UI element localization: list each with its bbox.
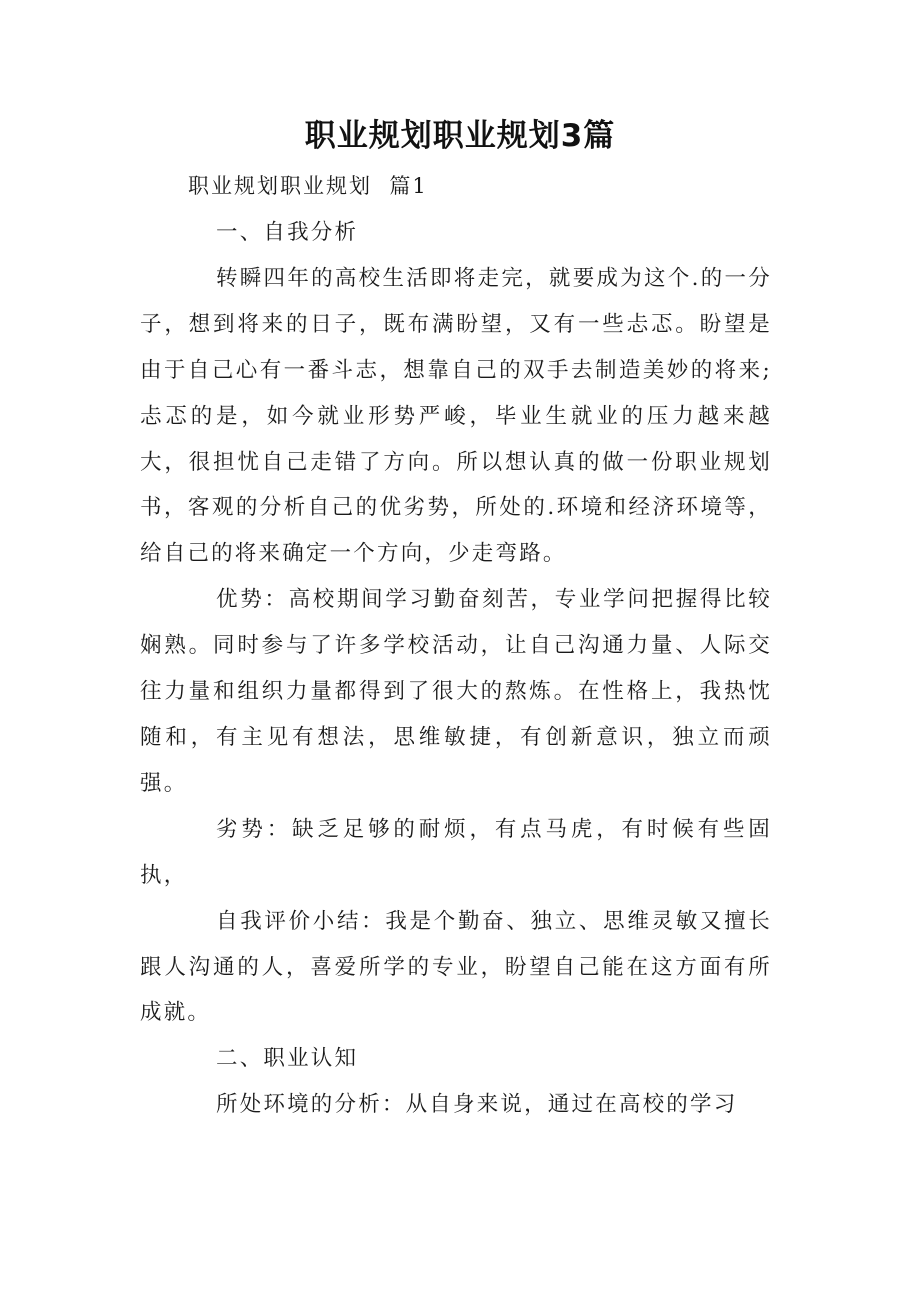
document-body — [140, 210, 772, 1128]
document-title: 职业规划职业规划3篇 — [304, 118, 616, 154]
paragraph-intro: 转瞬四年的高校生活即将走完，就要成为这个.的一分子，想到将来的日子，既布满盼望，又有一些忐忑。盼望是由于自己心有一番斗志，想靠自己的双手去制造美妙的将来;忐忑的是，如今就业形势严峻，毕业生就业的压力越来越大，很担忧自己走错了方向。所以想认真的做一份职业规划书，客观的分析自己的优劣势，所处的.环境和经济环境等，给自己的将来确定一个方向，少走弯路。 — [140, 265, 772, 567]
paragraph-section-heading-1: 一、自我分析 — [216, 220, 359, 245]
paragraph-self-evaluation: 自我评价小结：我是个勤奋、独立、思维灵敏又擅长跟人沟通的人，喜爱所学的专业，盼望自己能在这方面有所成就。 — [140, 908, 772, 1026]
paragraph-weaknesses: 劣势：缺乏足够的耐烦，有点马虎，有时候有些固执， — [140, 816, 772, 888]
paragraph-environment-analysis: 所处环境的分析：从自身来说，通过在高校的学习 — [216, 1092, 738, 1118]
document-subtitle: 职业规划职业规划 篇1 — [188, 174, 428, 198]
paragraph-section-heading-2: 二、职业认知 — [216, 1046, 359, 1072]
paragraph-strengths: 优势：高校期间学习勤奋刻苦，专业学问把握得比较娴熟。同时参与了许多学校活动，让自己沟通力量、人际交往力量和组织力量都得到了很大的熬炼。在性格上，我热忱随和，有主见有想法，思维敏捷，有创新意识，独立而顽强。 — [140, 587, 772, 796]
